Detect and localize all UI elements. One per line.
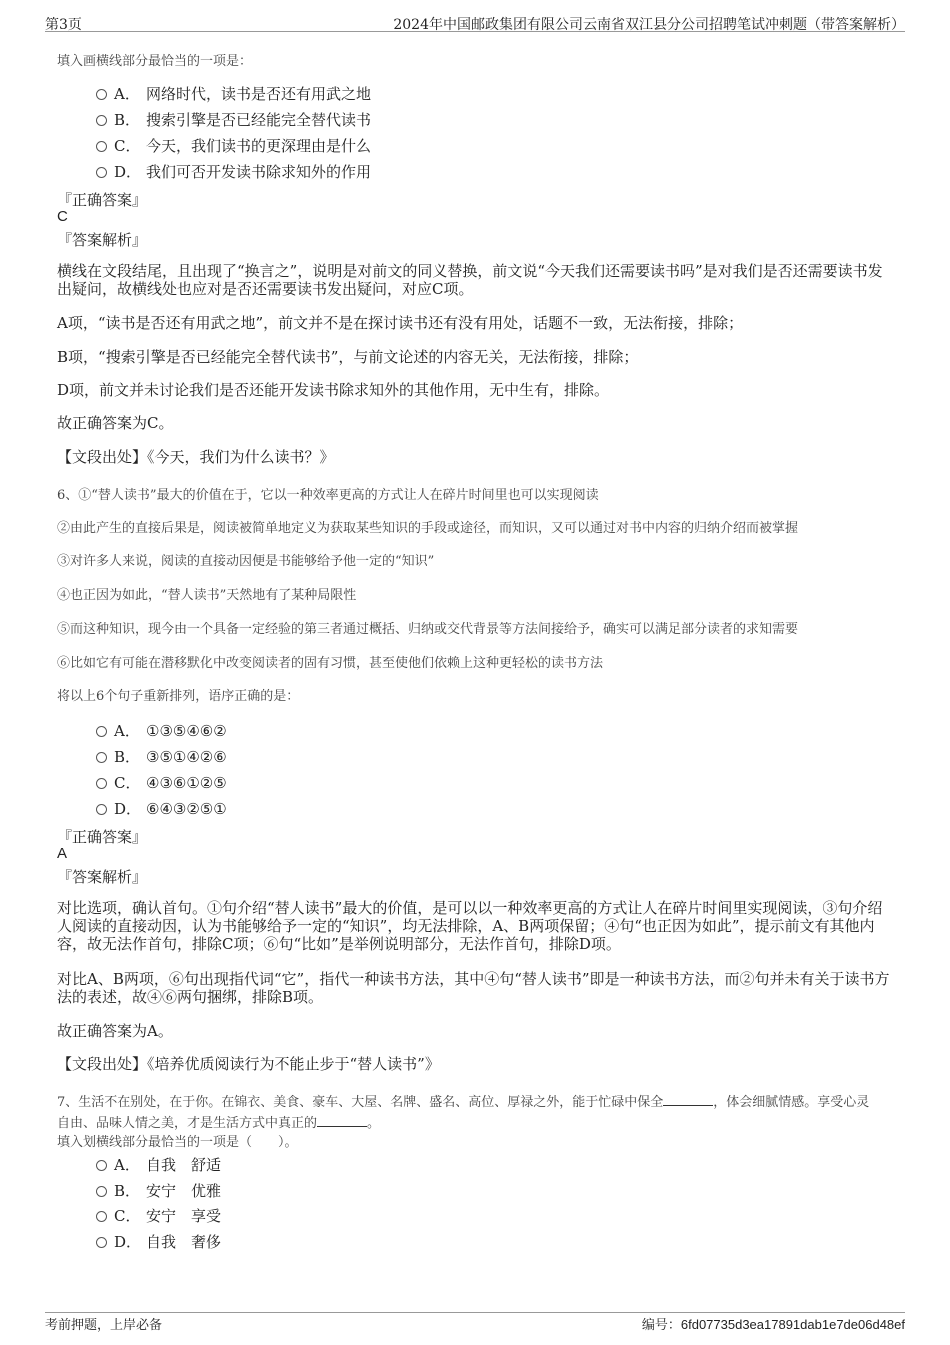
document-code: 编号：6fd07735d3ea17891dab1e7de06d48ef — [641, 1317, 905, 1333]
q6-answer-label: 『正确答案』 — [57, 828, 148, 846]
q7-option-d[interactable]: D． 自我 奢侈 — [96, 1231, 221, 1252]
q5-answer: C — [57, 208, 68, 225]
q6-sentence-5: ⑤而这种知识，现今由一个具备一定经验的第三者通过概括、归纳或交代背景等方法间接给予，确实可以满足部分读者的求知需要 — [57, 622, 799, 637]
q7-stem-line-1: 7、生活不在别处，在于你。在锦衣、美食、豪车、大屋、名牌、盛名、高位、厚禄之外，能于忙碌中保全 ，体会细腻情感。享受心灵 — [57, 1095, 870, 1110]
q7-stem-line-2: 自由、品味人情之美，才是生活方式中真正的 。 — [57, 1116, 381, 1131]
q6-sentence-3: ③对许多人来说，阅读的直接动因便是书能够给予他一定的“知识” — [57, 554, 435, 569]
q6-source: 【文段出处】《培养优质阅读行为不能止步于“替人读书”》 — [57, 1055, 440, 1073]
q5-analysis-1: 横线在文段结尾，且出现了“换言之”，说明是对前文的同义替换，前文说“今天我们还需要读书吗”是对我们是否还需要读书发出疑问，故横线处也应对是否还需要读书发出疑问，对应C项。 — [57, 262, 883, 298]
radio-icon[interactable] — [96, 115, 107, 126]
radio-icon[interactable] — [96, 1237, 107, 1248]
radio-icon[interactable] — [96, 1160, 107, 1171]
radio-icon[interactable] — [96, 1186, 107, 1197]
q6-prompt: 将以上6个句子重新排列，语序正确的是： — [57, 689, 300, 704]
radio-icon[interactable] — [96, 141, 107, 152]
q5-option-c[interactable]: C． 今天，我们读书的更深理由是什么 — [96, 135, 371, 156]
q5-option-a[interactable]: A． 网络时代，读书是否还有用武之地 — [96, 83, 371, 104]
radio-icon[interactable] — [96, 89, 107, 100]
q6-sentence-2: ②由此产生的直接后果是，阅读被简单地定义为获取某些知识的手段或途径，而知识，又可以通过对书中内容的归纳介绍而被掌握 — [57, 521, 799, 536]
q6-sentence-1: 6、①“替人读书”最大的价值在于，它以一种效率更高的方式让人在碎片时间里也可以实现阅读 — [57, 488, 599, 503]
q6-answer: A — [57, 845, 68, 862]
radio-icon[interactable] — [96, 726, 107, 737]
q6-option-b[interactable]: B． ③⑤①④②⑥ — [96, 746, 227, 767]
q6-option-c[interactable]: C． ④③⑥①②⑤ — [96, 772, 227, 793]
q6-analysis-2: 对比A、B两项，⑥句出现指代词“它”，指代一种读书方法，其中④句“替人读书”即是一种读书方法，而②句并未有关于读书方法的表述，故④⑥两句捆绑，排除B项。 — [57, 970, 890, 1006]
radio-icon[interactable] — [96, 804, 107, 815]
radio-icon[interactable] — [96, 1211, 107, 1222]
blank-line — [663, 1093, 713, 1106]
footer-divider — [45, 1312, 905, 1313]
q6-option-d[interactable]: D． ⑥④③②⑤① — [96, 798, 227, 819]
q6-analysis-label: 『答案解析』 — [57, 868, 148, 886]
blank-line — [317, 1114, 367, 1127]
q5-option-b[interactable]: B． 搜索引擎是否已经能完全替代读书 — [96, 109, 371, 130]
q6-sentence-4: ④也正因为如此，“替人读书”天然地有了某种局限性 — [57, 588, 357, 603]
q5-answer-label: 『正确答案』 — [57, 191, 148, 209]
page-header — [45, 10, 905, 33]
q6-option-a[interactable]: A． ①③⑤④⑥② — [96, 720, 227, 741]
q5-source: 【文段出处】《今天，我们为什么读书？》 — [57, 448, 335, 466]
q5-prompt: 填入画横线部分最恰当的一项是： — [57, 54, 253, 69]
q7-option-c[interactable]: C． 安宁 享受 — [96, 1205, 221, 1226]
q7-option-b[interactable]: B． 安宁 优雅 — [96, 1180, 221, 1201]
q5-analysis-3: B项，“搜索引擎是否已经能完全替代读书”，与前文论述的内容无关，无法衔接，排除； — [57, 348, 639, 366]
page-number: 第3页 — [45, 17, 82, 33]
radio-icon[interactable] — [96, 778, 107, 789]
document-title: 2024年中国邮政集团有限公司云南省双江县分公司招聘笔试冲刺题（带答案解析） — [393, 17, 905, 33]
header-divider — [45, 31, 905, 32]
footer-slogan: 考前押题，上岸必备 — [45, 1318, 163, 1333]
q5-option-d[interactable]: D． 我们可否开发读书除求知外的作用 — [96, 161, 371, 182]
radio-icon[interactable] — [96, 752, 107, 763]
radio-icon[interactable] — [96, 167, 107, 178]
q7-prompt: 填入划横线部分最恰当的一项是（ ）。 — [57, 1135, 298, 1150]
q5-analysis-5: 故正确答案为C。 — [57, 414, 174, 432]
q5-analysis-label: 『答案解析』 — [57, 231, 148, 249]
q5-analysis-2: A项，“读书是否还有用武之地”，前文并不是在探讨读书还有没有用处，话题不一致，无法衔接，排除； — [57, 314, 744, 332]
q6-analysis-1: 对比选项，确认首句。①句介绍“替人读书”最大的价值，是可以以一种效率更高的方式让人在碎片时间里实现阅读，③句介绍人阅读的直接动因，认为书能够给予一定的“知识”，均无法排除，A、B两项保留；④句“也正因为如此”，提示前文有其他内容，故无法作首句，排除C项；⑥句“比如”是举例说明部分，无法作首句，排除D项。 — [57, 899, 883, 953]
q7-option-a[interactable]: A． 自我 舒适 — [96, 1154, 221, 1175]
q6-sentence-6: ⑥比如它有可能在潜移默化中改变阅读者的固有习惯，甚至使他们依赖上这种更轻松的读书方法 — [57, 656, 604, 671]
q6-analysis-3: 故正确答案为A。 — [57, 1022, 173, 1040]
q5-analysis-4: D项，前文并未讨论我们是否还能开发读书除求知外的其他作用，无中生有，排除。 — [57, 381, 610, 399]
